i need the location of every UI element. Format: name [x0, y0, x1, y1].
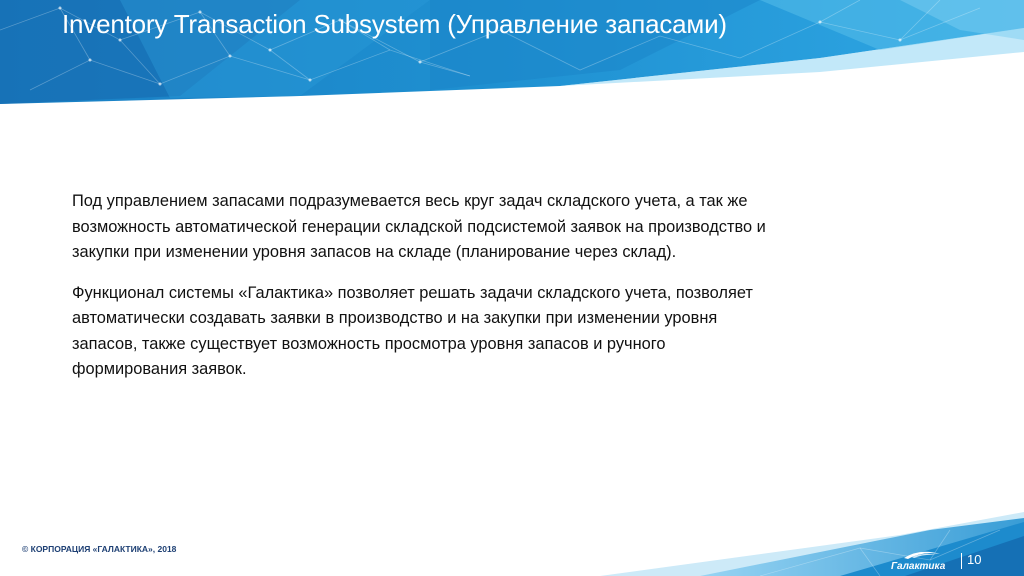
body-text: [72, 189, 772, 398]
copyright-notice: © КОРПОРАЦИЯ «ГАЛАКТИКА», 2018: [22, 544, 177, 554]
paragraph-1: Под управлением запасами подразумевается весь круг задач складского учета, а так же возможность автоматической генерации складской подсистемой заявок на производство и закупки при изменении уровня запасов на складе (планирование через склад).: [72, 192, 766, 261]
galaktika-logo: [890, 548, 962, 572]
logo-wordmark: Галактика: [891, 561, 946, 572]
page-title: Inventory Transaction Subsystem (Управление запасами): [62, 9, 727, 39]
page-separator: [961, 553, 962, 569]
page-number: 10: [967, 552, 982, 567]
paragraph-2: Функционал системы «Галактика» позволяет решать задачи складского учета, позволяет автоматически создавать заявки в производство и на закупки при изменении уровня запасов, также существует возможность просмотра уровня запасов и ручного формирования заявок.: [72, 283, 753, 378]
